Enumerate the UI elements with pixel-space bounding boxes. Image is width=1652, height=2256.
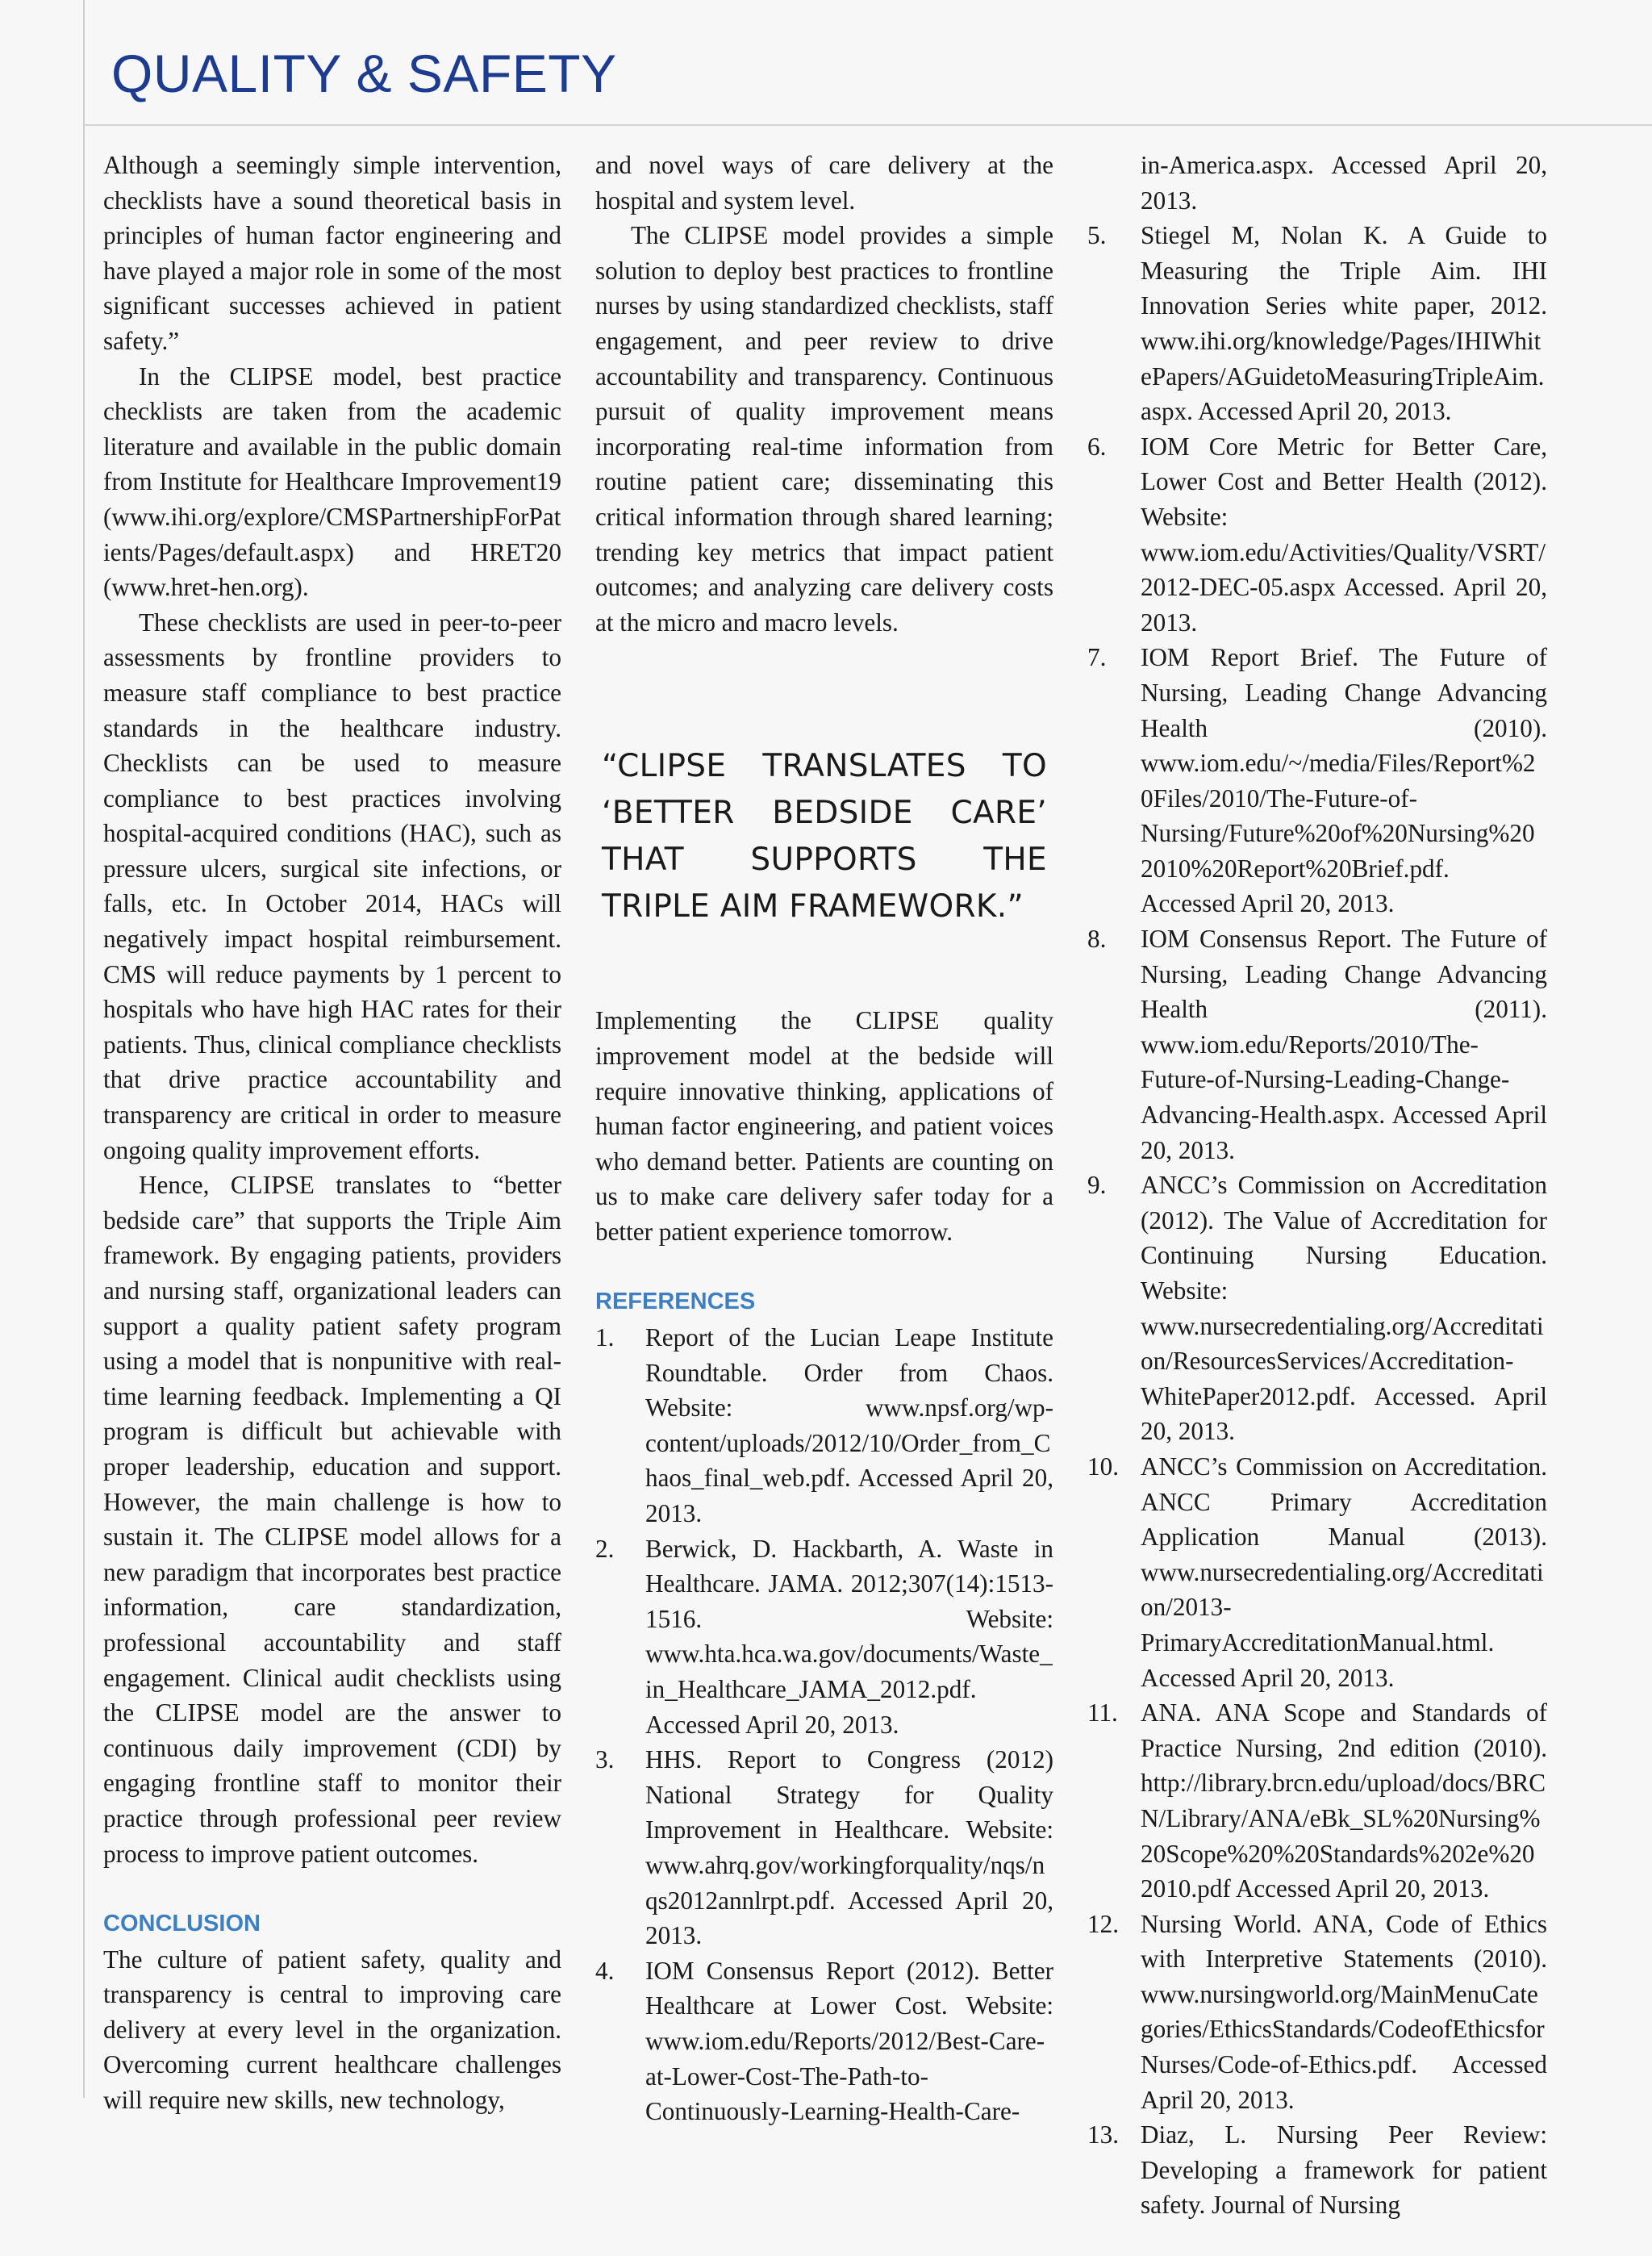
reference-list	[1087, 148, 1547, 2223]
reference-text: IOM Consensus Report. The Future of Nursing, Leading Change Advancing Health (2011). www.iom.edu/Reports/2010/The-Future-of-Nursing-Leading-Change-Advancing-Health.aspx. Accessed April 20, 2013.	[1141, 925, 1547, 1164]
reference-item: 12. Nursing World. ANA, Code of Ethics with Interpretive Statements (2010). www.nursingworld.org/MainMenuCategories/EthicsStandards/CodeofEthicsforNurses/Code-of-Ethics.pdf. Accessed April 20, 2013.	[1087, 1909, 1547, 2114]
reference-item: 2. Berwick, D. Hackbarth, A. Waste in Healthcare. JAMA. 2012;307(14):1513-1516. Website: www.hta.hca.wa.gov/documents/Waste_in_Healthcare_JAMA_2012.pdf. Accessed April 20, 2013.	[595, 1534, 1053, 1739]
conclusion-heading: CONCLUSION	[103, 1911, 261, 1937]
paragraph: Hence, CLIPSE translates to “better bedside care” that supports the Triple Aim framework. By engaging patients, providers and nursing staff, organizational leaders can support a quality patient safety program using a model that is nonpunitive with real-time learning feedback. Implementing a QI program is difficult but achievable with proper leadership, education and support. However, the main challenge is how to sustain it. The CLIPSE model allows for a new paradigm that incorporates best practice information, care standardization, professional accountability and staff engagement. Clinical audit checklists using the CLIPSE model are the answer to continuous daily improvement (CDI) by engaging frontline staff to monitor their practice through professional peer review process to improve patient outcomes.	[103, 1171, 561, 1868]
reference-text: HHS. Report to Congress (2012) National Strategy for Quality Improvement in Healthcare. Website: www.ahrq.gov/workingforquality/nqs/nqs2012annlrpt.pdf. Accessed April 20, 2013.	[645, 1745, 1053, 1950]
reference-text: Berwick, D. Hackbarth, A. Waste in Healthcare. JAMA. 2012;307(14):1513-1516. Website: www.hta.hca.wa.gov/documents/Waste_in_Healthcare_JAMA_2012.pdf. Accessed April 20, 2013.	[645, 1534, 1053, 1739]
reference-item: 11. ANA. ANA Scope and Standards of Practice Nursing, 2nd edition (2010). http://library.brcn.edu/upload/docs/BRCN/Library/ANA/eBk_SL%20Nursing%20Scope%20%20Standards%202e%202010.pdf Accessed April 20, 2013.	[1087, 1698, 1547, 1903]
reference-item: 5. Stiegel M, Nolan K. A Guide to Measuring the Triple Aim. IHI Innovation Series white paper, 2012. www.ihi.org/knowledge/Pages/IHIWhitePapers/AGuidetoMeasuringTripleAim.aspx. Accessed April 20, 2013.	[1087, 221, 1547, 426]
reference-item: 13. Diaz, L. Nursing Peer Review: Developing a framework for patient safety. Journal of Nursing	[1087, 2120, 1547, 2220]
section-header: QUALITY & SAFETY	[111, 44, 617, 103]
reference-item: 10. ANCC’s Commission on Accreditation. ANCC Primary Accreditation Application Manual (2013). www.nursecredentialing.org/Accreditation/2013-PrimaryAccreditationManual.html. Accessed April 20, 2013.	[1087, 1452, 1547, 1692]
reference-item: 1. Report of the Lucian Leape Institute Roundtable. Order from Chaos. Website: www.npsf.org/wp-content/uploads/2012/10/Order_from_Chaos_final_web.pdf. Accessed April 20, 2013.	[595, 1323, 1053, 1528]
paragraph: The culture of patient safety, quality and transparency is central to improving care delivery at every level in the organization. Overcoming current healthcare challenges will require new skills, new technology,	[103, 1945, 561, 2115]
reference-text: ANCC’s Commission on Accreditation. ANCC Primary Accreditation Application Manual (2013). www.nursecredentialing.org/Accreditation/2013-PrimaryAccreditationManual.html. Accessed April 20, 2013.	[1141, 1452, 1547, 1692]
paragraph: These checklists are used in peer-to-peer assessments by frontline providers to measure staff compliance to best practice standards in the healthcare industry. Checklists can be used to measure compliance to best practices involving hospital-acquired conditions (HAC), such as pressure ulcers, surgical site infections, or falls, etc. In October 2014, HACs will negatively impact hospital reimbursement. CMS will reduce payments by 1 percent to hospitals who have high HAC rates for their patients. Thus, clinical compliance checklists that drive practice accountability and transparency are critical in order to measure ongoing quality improvement efforts.	[103, 608, 561, 1164]
reference-item: 3. HHS. Report to Congress (2012) National Strategy for Quality Improvement in Healthcare. Website: www.ahrq.gov/workingforquality/nqs/nqs2012annlrpt.pdf. Accessed April 20, 2013.	[595, 1745, 1053, 1950]
reference-text: IOM Report Brief. The Future of Nursing, Leading Change Advancing Health (2010). www.iom.edu/~/media/Files/Report%20Files/2010/The-Future-of-Nursing/Future%20of%20Nursing%202010%20Report%20Brief.pdf. Accessed April 20, 2013.	[1141, 643, 1547, 918]
reference-text: Report of the Lucian Leape Institute Roundtable. Order from Chaos. Website: www.npsf.org/wp-content/uploads/2012/10/Order_from_Chaos_final_web.pdf. Accessed April 20, 2013.	[645, 1323, 1053, 1528]
reference-text: IOM Consensus Report (2012). Better Healthcare at Lower Cost. Website: www.iom.edu/Reports/2012/Best-Care-at-Lower-Cost-The-Path-to-Continuously-Learning-Health-Care-	[645, 1956, 1053, 2126]
reference-item: 6. IOM Core Metric for Better Care, Lower Cost and Better Health (2012). Website: www.iom.edu/Activities/Quality/VSRT/2012-DEC-05.aspx Accessed. April 20, 2013.	[1087, 432, 1547, 637]
reference-item: 8. IOM Consensus Report. The Future of Nursing, Leading Change Advancing Health (2011). www.iom.edu/Reports/2010/The-Future-of-Nursing-Leading-Change-Advancing-Health.aspx. Accessed April 20, 2013.	[1087, 925, 1547, 1164]
reference-list	[595, 1320, 1053, 2129]
reference-text: Stiegel M, Nolan K. A Guide to Measuring the Triple Aim. IHI Innovation Series white paper, 2012. www.ihi.org/knowledge/Pages/IHIWhitePapers/AGuidetoMeasuringTripleAim.aspx. Accessed April 20, 2013.	[1141, 221, 1547, 426]
paragraph: and novel ways of care delivery at the hospital and system level.	[595, 151, 1053, 215]
column-2	[595, 148, 1053, 2129]
margin-line	[83, 0, 85, 2098]
reference-text: ANA. ANA Scope and Standards of Practice Nursing, 2nd edition (2010). http://library.brcn.edu/upload/docs/BRCN/Library/ANA/eBk_SL%20Nursing%20Scope%20%20Standards%202e%202010.pdf Accessed April 20, 2013.	[1141, 1698, 1547, 1903]
reference-item: 4. IOM Consensus Report (2012). Better Healthcare at Lower Cost. Website: www.iom.edu/Reports/2012/Best-Care-at-Lower-Cost-The-Path-to-Continuously-Learning-Health-Care-	[595, 1956, 1053, 2126]
reference-item: 9. ANCC’s Commission on Accreditation (2012). The Value of Accreditation for Continuing Nursing Education. Website: www.nursecredentialing.org/Accreditation/ResourcesServices/Accreditation-WhitePaper2012.pdf. Accessed. April 20, 2013.	[1087, 1171, 1547, 1446]
pull-quote: “CLIPSE TRANSLATES TO ‘BETTER BEDSIDE CARE’ THAT SUPPORTS THE TRIPLE AIM FRAMEWORK.”	[602, 748, 1047, 925]
reference-text: ANCC’s Commission on Accreditation (2012). The Value of Accreditation for Continuing Nursing Education. Website: www.nursecredentialing.org/Accreditation/ResourcesServices/Accreditation-WhitePaper2012.pdf. Accessed. April 20, 2013.	[1141, 1171, 1547, 1446]
reference-item: 7. IOM Report Brief. The Future of Nursing, Leading Change Advancing Health (2010). www.iom.edu/~/media/Files/Report%20Files/2010/The-Future-of-Nursing/Future%20of%20Nursing%202010%20Report%20Brief.pdf. Accessed April 20, 2013.	[1087, 643, 1547, 918]
reference-text: Nursing World. ANA, Code of Ethics with Interpretive Statements (2010). www.nursingworld.org/MainMenuCategories/EthicsStandards/CodeofEthicsforNurses/Code-of-Ethics.pdf. Accessed April 20, 2013.	[1141, 1909, 1547, 2114]
reference-text: IOM Core Metric for Better Care, Lower Cost and Better Health (2012). Website: www.iom.edu/Activities/Quality/VSRT/2012-DEC-05.aspx Accessed. April 20, 2013.	[1141, 432, 1547, 637]
column-3	[1087, 148, 1547, 2223]
reference-continuation: in-America.aspx. Accessed April 20, 2013.	[1141, 151, 1547, 215]
header-rule	[83, 124, 1652, 126]
paragraph: Although a seemingly simple intervention, checklists have a sound theoretical basis in principles of human factor engineering and have played a major role in some of the most significant successes achieved in patient safety.”	[103, 151, 561, 355]
references-heading: REFERENCES	[595, 1289, 756, 1315]
paragraph: In the CLIPSE model, best practice checklists are taken from the academic literature and available in the public domain from Institute for Healthcare Improvement19 (www.ihi.org/explore/CMSPartnershipForPatients/Pages/default.aspx) and HRET20 (www.hret-hen.org).	[103, 361, 561, 602]
paragraph: The CLIPSE model provides a simple solution to deploy best practices to frontline nurses by using standardized checklists, staff engagement, and peer review to drive accountability and transparency. Continuous pursuit of quality improvement means incorporating real-time information from routine patient care; disseminating this critical information through shared learning; trending key metrics that impact patient outcomes; and analyzing care delivery costs at the micro and macro levels.	[595, 221, 1053, 637]
reference-text: Diaz, L. Nursing Peer Review: Developing a framework for patient safety. Journal of Nursing	[1141, 2120, 1547, 2220]
paragraph: Implementing the CLIPSE quality improvement model at the bedside will require innovative thinking, applications of human factor engineering, and patient voices who demand better. Patients are counting on us to make care delivery safer today for a better patient experience tomorrow.	[595, 1006, 1053, 1246]
column-1	[103, 148, 561, 2118]
